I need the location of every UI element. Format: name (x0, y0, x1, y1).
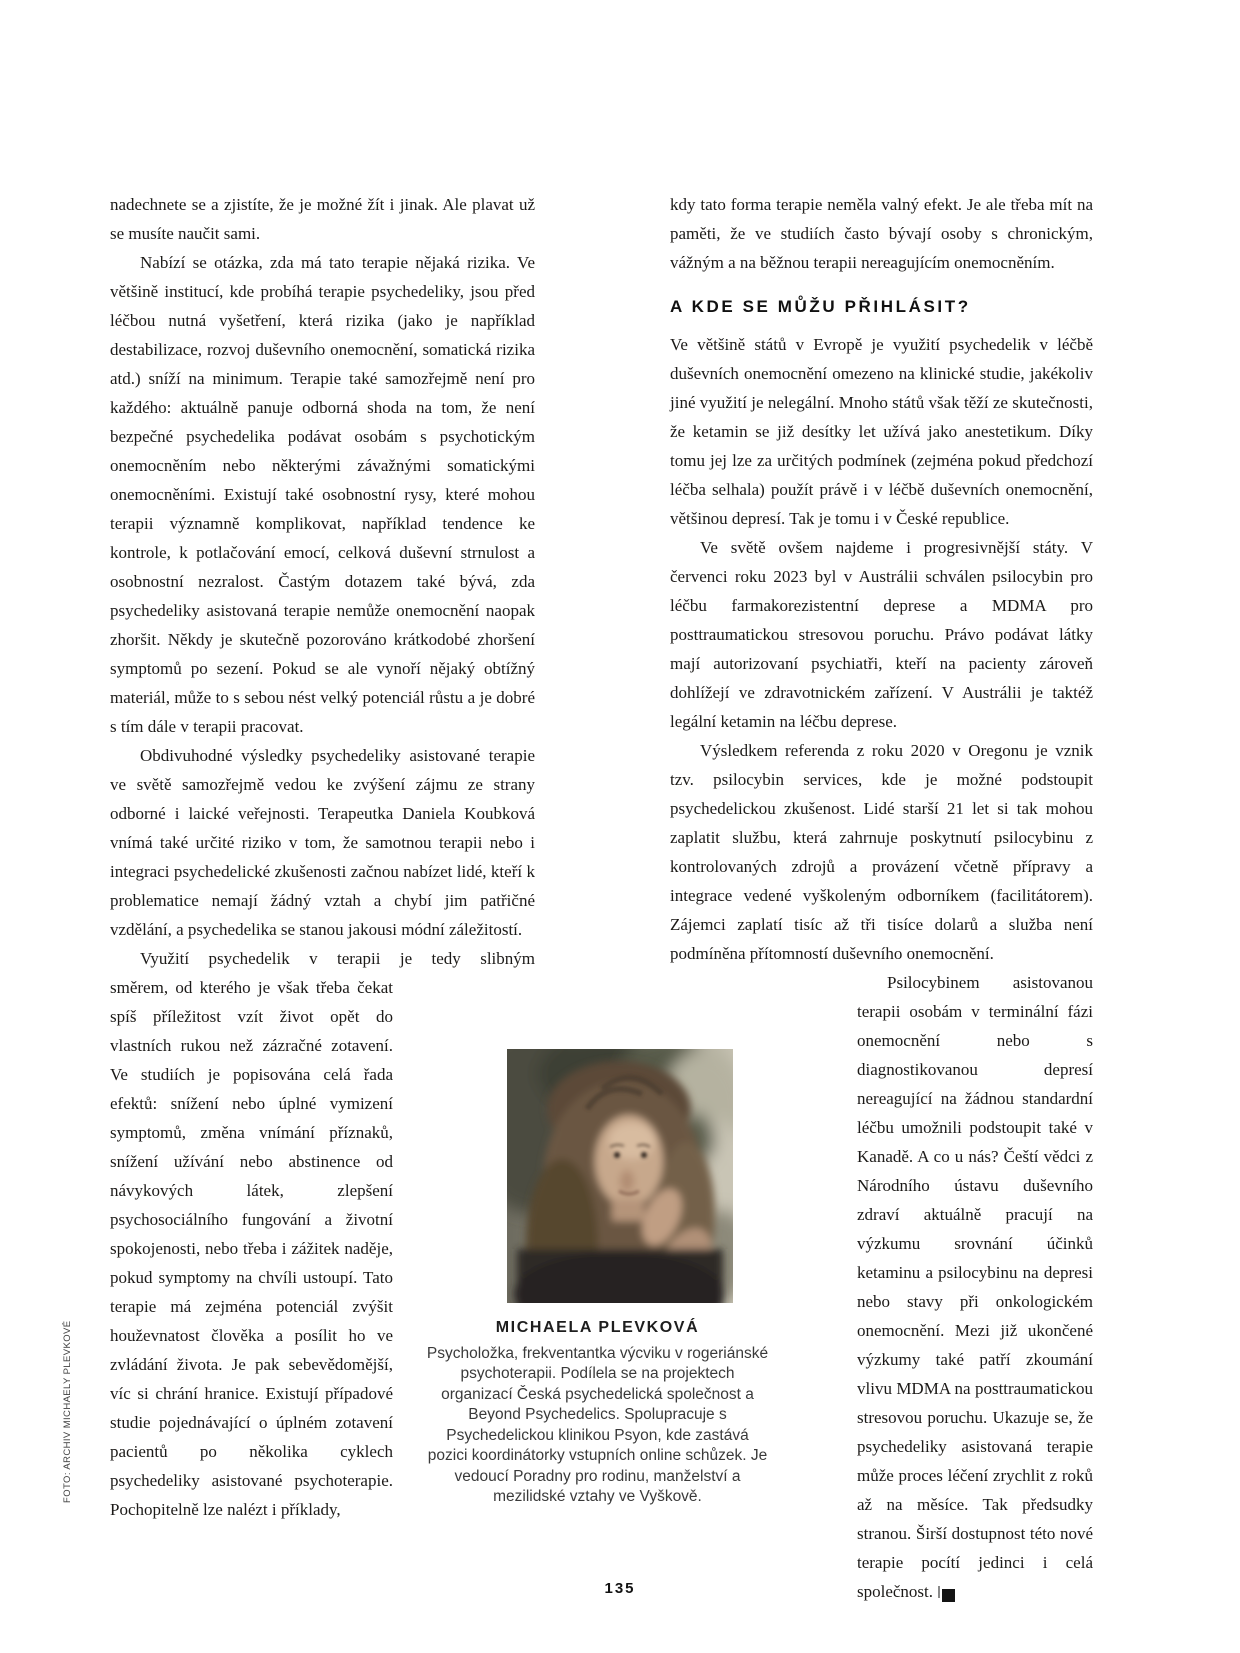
paragraph: Nabízí se otázka, zda má tato terapie nějaká rizika. Ve většině institucí, kde probíhá terapie psychedeliky, jsou před léčbou nutná vyšetření, která rizika (jako je například destabilizace, rozvoj duševního onemocnění, somatická rizika atd.) sníží na minimum. Terapie také samozřejmě není pro každého: aktuálně panuje odborná shoda na tom, že není bezpečné psychedelika podávat osobám s psychotickým onemocněním nebo některými závažnými somatickými onemocněními. Existují také osobnostní rysy, které mohou terapii významně komplikovat, například tendence ke kontrole, k potlačování emocí, celková duševní strnulost a osobnostní nezralost. Častým dotazem také bývá, zda psychedeliky asistovaná terapie nemůže onemocnění naopak zhoršit. Někdy je skutečně pozorováno krátkodobé zhoršení symptomů po sezení. Pokud se ale vynoří nějaký obtížný materiál, může to s sebou nést velký potenciál růstu a je dobré s tím dále v terapii pracovat. (110, 253, 535, 736)
person-name: MICHAELA PLEVKOVÁ (495, 1319, 700, 1336)
paragraph: nadechnete se a zjistíte, že je možné žít i jinak. Ale plavat už se musíte naučit sami. (110, 195, 535, 243)
portrait-photo-image (507, 1049, 733, 1303)
paragraph: Obdivuhodné výsledky psychedeliky asistované terapie ve světě samozřejmě vedou ke zvýšení zájmu ze strany odborné i laické veřejnosti. Terapeutka Daniela Koubková vnímá také určité riziko v tom, že samotnou terapii nebo i integraci psychedelické zkušenosti začnou nabízet lidé, kteří k problematice nemají žádný vztah a chybí jim patřičné vzdělání, a psychedelika se stanou jakousi módní záležitostí. (110, 746, 535, 939)
portrait-photo (507, 1049, 733, 1303)
photo-credit: FOTO: ARCHIV MICHAELY PLEVKOVÉ (62, 1320, 73, 1503)
paragraph (857, 968, 1093, 1606)
paragraph: směrem, od kterého je však třeba čekat spíš příležitost vzít život opět do vlastních rukou než zázračné zotavení. Ve studiích je popisována celá řada efektů: snížení nebo úplné vymizení symptomů, změna vnímání příznaků, snížení užívání nebo abstinence od návykových látek, zlepšení psychosociálního fungování a životní spokojenosti, nebo třeba i zážitek naděje, pokud symptomy na chvíli ustoupí. Tato terapie má zejména potenciál zvýšit houževnatost člověka a posílit ho ve zvládání života. Je pak sebevědomější, víc si chrání hranice. Existují případové studie pojednávající o úplném zotavení pacientů po několika cyklech psychedeliky asistované psychoterapie. Pochopitelně lze nalézt i příklady, (110, 978, 393, 1519)
left-narrow-text-block (110, 973, 393, 1524)
paragraph: kdy tato forma terapie neměla valný efekt. Je ale třeba mít na paměti, že ve studiích často bývají osoby s chronickým, vážným a na běžnou terapii nereagujícím onemocněním. (670, 195, 1093, 272)
photo-caption (425, 1318, 770, 1508)
paragraph: Výsledkem referenda z roku 2020 v Oregonu je vznik tzv. psilocybin services, kde je možné podstoupit psychedelickou zkušenost. Lidé starší 21 let si tak mohou zaplatit službu, která zahrnuje poskytnutí psilocybinu z kontrolovaných zdrojů a provázení včetně přípravy a integrace vedené vyškoleným odborníkem (facilitátorem). Zájemci zaplatí tisíc až tři tisíce dolarů a služba není podmíněna přítomností duševního onemocnění. (670, 741, 1093, 963)
paragraph: Využití psychedelik v terapii je tedy slibným (140, 949, 535, 968)
right-narrow-text-block (857, 968, 1093, 1606)
end-mark-icon: n (942, 1589, 955, 1602)
paragraph: Ve světě ovšem najdeme i progresivnější státy. V červenci roku 2023 byl v Austrálii schválen psilocybin pro léčbu farmakorezistentní deprese a MDMA pro posttraumatickou stresovou poruchu. Právo podávat látky mají autorizovaní psychiatři, kteří na pacienty zároveň dohlížejí ve zdravotnickém zařízení. V Austrálii je taktéž legální ketamin na léčbu deprese. (670, 538, 1093, 731)
paragraph-text: Psilocybinem asistovanou terapii osobám v terminální fázi onemocnění nebo s diagnostikovanou depresí nereagující na žádnou standardní léčbu umožnili podstoupit také v Kanadě. A co u nás? Čeští vědci z Národního ústavu duševního zdraví aktuálně pracují na výzkumu srovnání účinků ketaminu a psilocybinu na depresi nebo stavy při onkologickém onemocnění. Mezi již ukončené výzkumy také patří zkoumání vlivu MDMA na posttraumatickou stresovou poruchu. Ukazuje se, že psychedeliky asistovaná terapie může proces léčení zrychlit z roků až na měsíce. Tak předsudky stranou. Širší dostupnost této nové terapie pocítí jedinci i celá společnost. (857, 973, 1093, 1601)
paragraph: Ve většině států v Evropě je využití psychedelik v léčbě duševních onemocnění omezeno na klinické studie, jakékoliv jiné využití je nelegální. Mnoho států však těží ze skutečnosti, že ketamin se již desítky let užívá jako anestetikum. Díky tomu jej lze za určitých podmínek (zejména pokud předchozí léčba selhala) použít právě i v léčbě duševních onemocnění, většinou depresí. Tak je tomu i v České republice. (670, 335, 1093, 528)
person-bio: Psycholožka, frekventantka výcviku v rogeriánské psychoterapii. Podílela se na projektech organizací Česká psychedelická společnost a Beyond Psychedelics. Spolupracuje s Psychedelickou klinikou Psyon, kde zastává pozici koordinátorky vstupních online schůzek. Je vedoucí Poradny pro rodinu, manželství a mezilidské vztahy ve Vyškově. (426, 1344, 769, 1505)
page-number: 135 (604, 1580, 636, 1597)
section-heading: A KDE SE MŮŽU PŘIHLÁSIT? (670, 297, 971, 316)
